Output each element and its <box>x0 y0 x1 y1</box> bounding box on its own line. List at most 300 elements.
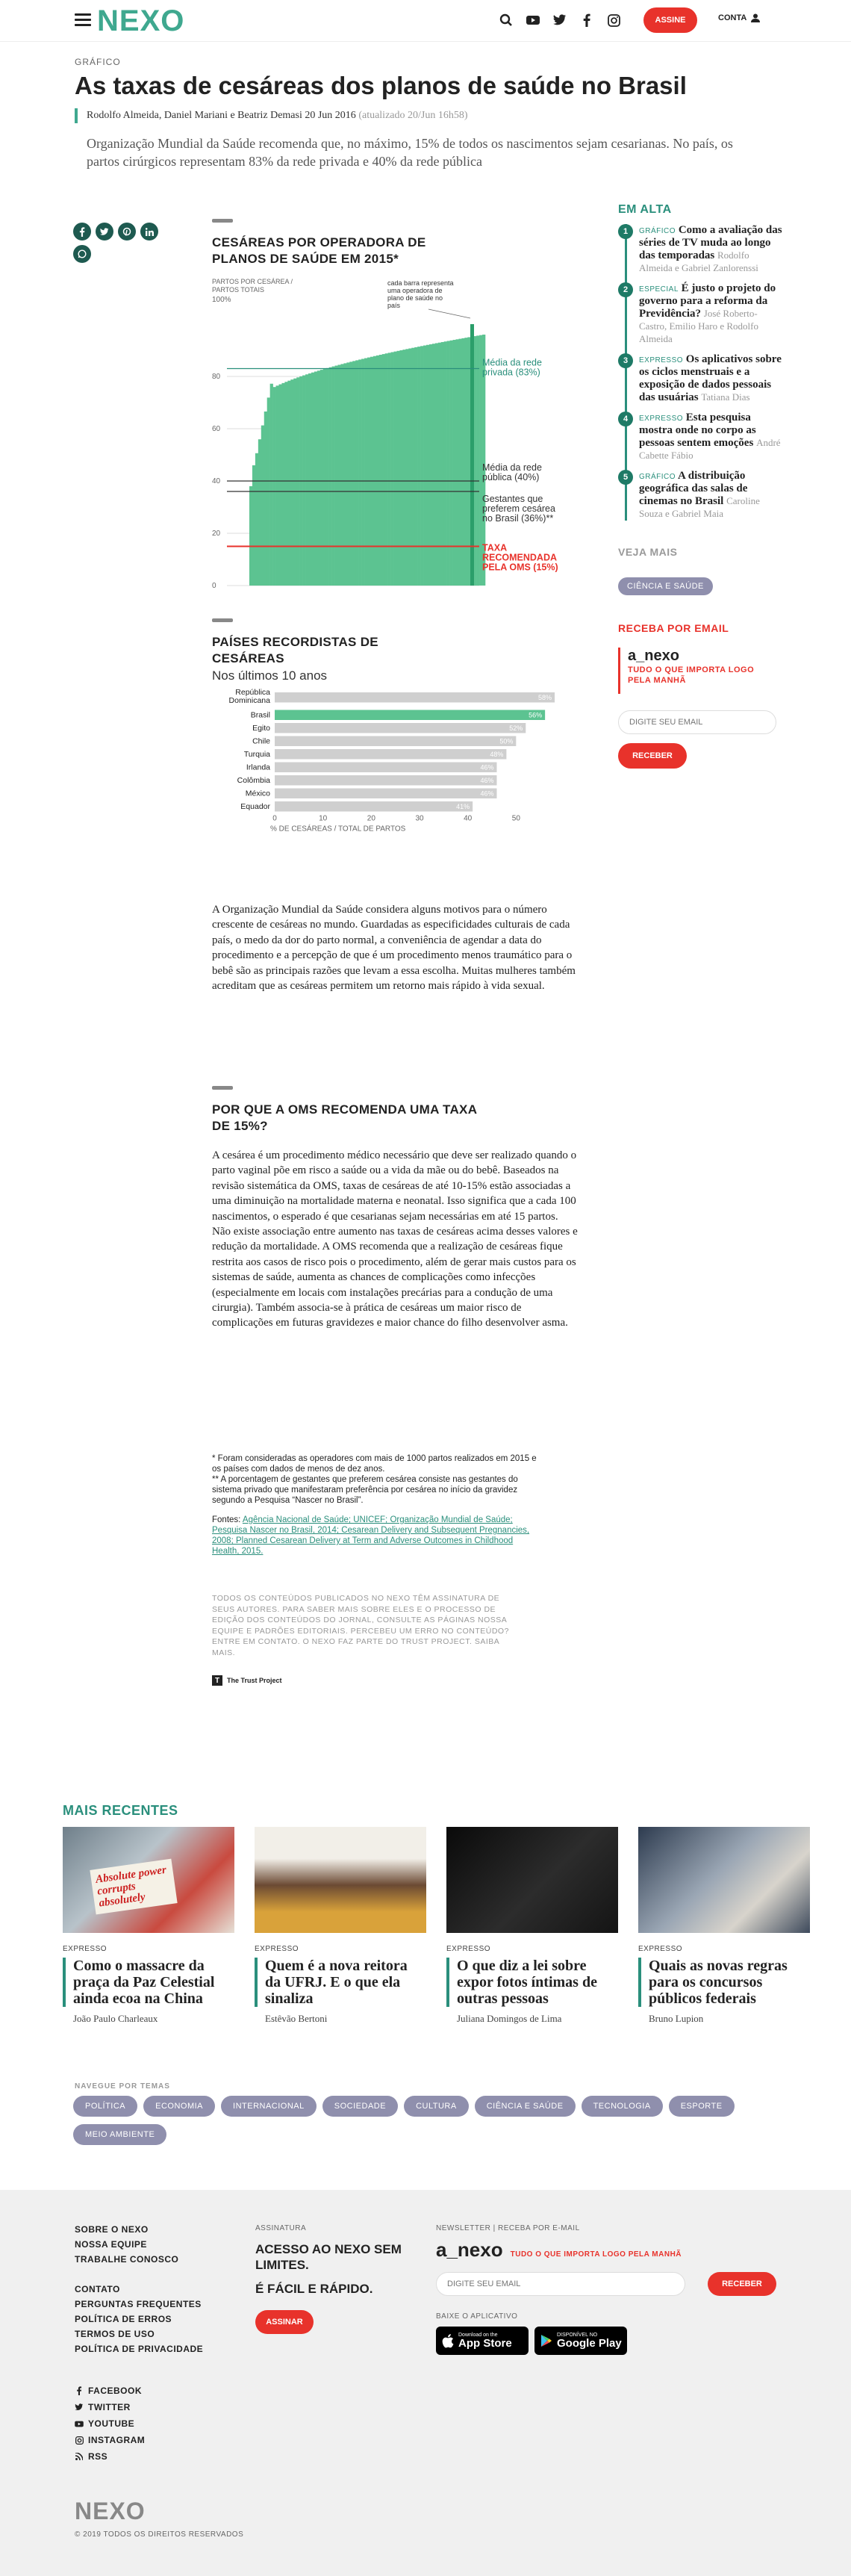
chart1-bar <box>405 349 408 586</box>
tema-pill[interactable]: MEIO AMBIENTE <box>73 2124 166 2145</box>
recentes-title[interactable]: Quem é a nova reitora da UFRJ. E o que ela sinaliza <box>255 1958 426 2007</box>
recentes-list <box>63 1827 809 2043</box>
em-alta-number: 2 <box>618 282 633 297</box>
section-decoration <box>212 1086 233 1090</box>
em-alta-list <box>618 224 782 521</box>
footer-link[interactable]: POLÍTICA DE ERROS <box>75 2314 172 2324</box>
app-label: BAIXE O APLICATIVO <box>436 2312 518 2321</box>
chart2-bar <box>275 723 526 733</box>
em-alta-author: José Roberto-Castro, Emilio Haro e Rodolfo Almeida <box>639 308 758 344</box>
sources-label: Fontes: <box>212 1515 241 1524</box>
recentes-author: João Paulo Charleaux <box>73 2013 158 2024</box>
article-kicker: GRÁFICO <box>75 57 121 67</box>
chart1-bar <box>461 338 464 586</box>
section-oms <box>212 1086 578 1331</box>
copyright: © 2019 TODOS OS DIREITOS RESERVADOS <box>75 2530 244 2539</box>
footnote-2: ** A porcentagem de gestantes que preferem cesárea consiste nas gestantes do sistema privado que manifestaram preferência por cesárea no início da gravidez segundo a Pesquisa “Nascer no Brasil”. <box>212 1475 518 1505</box>
appstore-small: Download on the <box>458 2332 498 2338</box>
article-paragraph-1: A Organização Mundial da Saúde considera alguns motivos para o número crescente de cesáreas no mundo. Guardadas as especificidades culturais de cada país, o medo da dor do parto normal, a conveniência de agendar a data do procedimento e a percepção de que é um procedimento menos traumático para o bebê são as principais razões que levam a essa escolha. Muitas mulheres também acreditam que as cesáreas permitem um retorno mais rápido à vida sexual. <box>212 904 576 993</box>
tema-pill[interactable]: TECNOLOGIA <box>582 2096 663 2117</box>
em-alta-author: Rodolfo Almeida e Gabriel Zanlorenssi <box>639 249 758 273</box>
chart1-ytick: 40 <box>212 477 221 485</box>
rss-icon <box>75 2453 84 2460</box>
chart1-bar <box>444 341 447 586</box>
em-alta-text <box>639 470 782 521</box>
chart1-bar <box>343 363 346 586</box>
chart1-ylabel-line: PARTOS TOTAIS <box>212 286 265 294</box>
anexo-block <box>618 648 782 694</box>
sidebar <box>618 203 782 769</box>
recentes-item[interactable] <box>63 1827 234 2043</box>
em-alta-tag: ESPECIAL <box>639 285 679 294</box>
newsletter-label: NEWSLETTER | RECEBA POR E-MAIL <box>436 2224 580 2232</box>
chart1-bar <box>388 353 391 586</box>
chart2-category-label: Chile <box>252 736 270 746</box>
chart1-bar <box>311 373 314 586</box>
tema-pill[interactable]: POLÍTICA <box>73 2096 137 2117</box>
chart1-refline-label <box>482 462 542 482</box>
anexo-logo: a_nexo <box>628 648 679 664</box>
chart2-xtick: 20 <box>367 814 375 823</box>
byline-authors: Rodolfo Almeida, Daniel Mariani e Beatriz Demasi 20 Jun 2016 <box>87 110 356 121</box>
chart1-bar <box>411 348 414 586</box>
chart2-category-label: Egito <box>252 724 270 733</box>
footer-link[interactable]: TRABALHE CONOSCO <box>75 2254 179 2265</box>
chart1-bar <box>338 364 341 586</box>
chart2-bar <box>275 775 496 786</box>
footer-social-link[interactable] <box>75 2451 145 2462</box>
em-alta-title: A distribuição geográfica das salas de cinemas no Brasil <box>639 470 748 507</box>
site-logo[interactable]: NEXO <box>97 4 185 37</box>
chart1-svg <box>212 272 585 593</box>
chart1-bar <box>261 426 264 586</box>
footer-link[interactable]: CONTATO <box>75 2284 120 2294</box>
recentes-photo[interactable] <box>638 1827 810 1933</box>
chart1-bar <box>373 356 376 586</box>
chart1-bar <box>252 465 255 586</box>
recentes-title: MAIS RECENTES <box>63 1803 178 1818</box>
appstore-label: App Store <box>458 2336 512 2350</box>
chart2-bar <box>275 736 516 747</box>
footer-assinatura <box>255 2224 412 2334</box>
chart1-bar <box>355 360 358 586</box>
share-whatsapp-icon[interactable] <box>73 245 91 263</box>
recentes-tag: EXPRESSO <box>446 1945 491 1953</box>
em-alta-title: EM ALTA <box>618 203 672 216</box>
chart2-category-label: México <box>245 789 270 798</box>
chart2-value-label: 48% <box>490 751 504 758</box>
chart1-refline-label-line: no Brasil (36%)** <box>482 513 554 524</box>
chart2-svg <box>212 688 585 882</box>
footer-links-1 <box>75 2224 178 2269</box>
assinar-button[interactable]: ASSINAR <box>255 2310 314 2334</box>
em-alta-author: Caroline Souza e Gabriel Maia <box>639 495 760 519</box>
chart2-category-label: Colômbia <box>237 776 270 785</box>
recentes-author: Bruno Lupion <box>649 2013 704 2024</box>
chart1-refline-label-line: Média da rede <box>482 357 542 368</box>
chart1-ytick: 0 <box>212 582 216 590</box>
chart-cesareas-operadoras <box>212 219 585 597</box>
chart1-bar <box>476 335 479 586</box>
chart1-annotation-line: cada barra representa <box>387 279 454 287</box>
assinatura-text-1: ACESSO AO NEXO SEM LIMITES. <box>255 2242 402 2272</box>
em-alta-item[interactable] <box>618 224 782 275</box>
em-alta-title: Como a avaliação das séries de TV muda ao longo das temporadas <box>639 224 782 261</box>
share-buttons <box>73 223 178 263</box>
chart1-bar <box>293 379 296 586</box>
footer-newsletter <box>436 2224 779 2355</box>
chart1-annotation-pointer <box>428 309 470 318</box>
temas-title: NAVEGUE POR TEMAS <box>75 2082 170 2091</box>
chart1-bar <box>408 349 411 586</box>
tema-pill[interactable]: INTERNACIONAL <box>221 2096 317 2117</box>
em-alta-text <box>639 353 782 404</box>
chart2-title: PAÍSES RECORDISTAS DE CESÁREAS <box>212 635 378 665</box>
chart1-bar <box>450 341 453 586</box>
em-alta-tag: GRÁFICO <box>639 227 676 235</box>
chart1-bar <box>340 364 343 586</box>
article-lede: Organização Mundial da Saúde recomenda que, no máximo, 15% de todos os nascimentos sejam cesarianas. No país, os partos cirúrgicos representam 83% da rede privada e 40% da rede pública <box>87 136 733 169</box>
assinatura-text-2: É FÁCIL E RÁPIDO. <box>255 2282 373 2296</box>
chart2-value-label: 52% <box>509 724 523 732</box>
section-decoration <box>212 618 233 622</box>
footer-social-link[interactable] <box>75 2402 145 2412</box>
chart1-ytick: 20 <box>212 530 221 538</box>
chart1-bar <box>255 453 258 586</box>
chart1-bar <box>438 343 441 586</box>
em-alta-title: Os aplicativos sobre os ciclos menstruais e a exposição de dados pessoais das usuárias <box>639 353 782 403</box>
chart1-bar <box>414 347 417 586</box>
chart1-bar <box>352 361 355 586</box>
em-alta-item[interactable] <box>618 412 782 462</box>
twitter-icon <box>75 2403 84 2411</box>
chart1-refline-label-line: Gestantes que <box>482 494 543 504</box>
byline <box>87 110 468 122</box>
chart1-bar <box>323 369 326 586</box>
recentes-tag: EXPRESSO <box>63 1945 107 1953</box>
chart1-bar <box>287 381 290 586</box>
chart1-bar <box>326 368 329 586</box>
chart2-category-label: Turquia <box>243 750 270 759</box>
chart1-bar <box>464 338 467 586</box>
chart1-bar <box>379 355 382 586</box>
chart1-bar <box>385 353 388 586</box>
chart1-bar <box>273 387 276 586</box>
em-alta-number: 3 <box>618 353 633 368</box>
footer-email-input[interactable] <box>436 2272 685 2296</box>
tema-pill[interactable]: ECONOMIA <box>143 2096 215 2117</box>
chart2-value-label: 56% <box>529 711 543 719</box>
chart1-bar <box>426 345 429 586</box>
chart2-value-label: 46% <box>480 763 494 772</box>
email-title: RECEBA POR EMAIL <box>618 622 729 634</box>
recentes-title[interactable]: Quais as novas regras para os concursos públicos federais <box>638 1958 810 2007</box>
chart1-bar <box>376 356 379 586</box>
chart1-bar <box>432 344 435 586</box>
footer-link[interactable]: SOBRE O NEXO <box>75 2224 149 2235</box>
footer-link[interactable]: PERGUNTAS FREQUENTES <box>75 2299 202 2309</box>
share-linkedin-icon[interactable] <box>140 223 158 240</box>
chart2-category-label: Irlanda <box>246 763 270 772</box>
chart2-value-label: 50% <box>499 737 514 745</box>
chart1-bar <box>332 367 335 586</box>
chart2-xtick: 30 <box>415 814 424 823</box>
apple-icon <box>442 2334 454 2348</box>
chart1-bar <box>394 352 397 586</box>
google-play-button[interactable] <box>534 2327 627 2355</box>
chart1-ytick: 60 <box>212 425 221 433</box>
footnote-1: * Foram consideradas as operadores com mais de 1000 partos realizados em 2015 e os países com dados de menos de dez anos. <box>212 1454 537 1474</box>
play-store-icon <box>540 2334 552 2347</box>
twitter-icon[interactable] <box>552 13 567 28</box>
chart2-bar <box>275 763 496 773</box>
footer-link[interactable]: TERMOS DE USO <box>75 2329 155 2339</box>
share-facebook-icon[interactable] <box>73 223 91 240</box>
chart1-bar <box>364 359 367 586</box>
chart2-xtick: 0 <box>272 814 277 823</box>
sidebar-receber-button[interactable]: RECEBER <box>618 743 687 769</box>
chart2-category-label <box>229 688 271 705</box>
chart1-refline-label <box>482 543 558 573</box>
assinatura-label: ASSINATURA <box>255 2224 307 2232</box>
em-alta-number: 5 <box>618 470 633 485</box>
chart1-bar <box>249 486 252 586</box>
footer-social-link[interactable] <box>75 2418 145 2429</box>
recentes-item[interactable] <box>446 1827 618 2043</box>
chart2-value-label: 46% <box>480 789 494 798</box>
chart1-bar <box>279 385 282 586</box>
em-alta-title: É justo o projeto do governo para a reforma da Previdência? <box>639 282 776 320</box>
chart1-bar <box>264 412 267 586</box>
chart1-bar <box>402 350 405 586</box>
em-alta-tag: EXPRESSO <box>639 356 684 364</box>
chart1-bar <box>441 342 444 586</box>
chart1-refline-label-line: privada (83%) <box>482 367 540 378</box>
chart1-bar <box>435 343 438 586</box>
chart1-refline-label <box>482 358 542 378</box>
assine-button[interactable]: ASSINE <box>643 7 697 33</box>
chart2-value-label: 41% <box>456 803 470 810</box>
chart1-bar <box>335 366 338 586</box>
chart1-bar <box>290 379 293 586</box>
recentes-item[interactable] <box>638 1827 810 2043</box>
footer-link[interactable]: NOSSA EQUIPE <box>75 2239 147 2250</box>
em-alta-title: Esta pesquisa mostra onde no corpo as pessoas sentem emoções <box>639 412 756 449</box>
conta-label: CONTA <box>718 13 747 22</box>
sidebar-email-input[interactable] <box>618 710 776 734</box>
photo-banner-text: Absolute power corrupts absolutely <box>90 1859 177 1915</box>
youtube-icon[interactable] <box>526 13 540 28</box>
chart1-annotation <box>387 279 454 309</box>
recentes-photo[interactable] <box>255 1827 426 1933</box>
em-alta-number: 4 <box>618 412 633 426</box>
chart1-bar <box>329 367 332 586</box>
site-footer <box>0 2190 851 2576</box>
article-paragraph-2: A cesárea é um procedimento médico necessário que deve ser realizado quando o parto vaginal põe em risco a saúde ou a vida da mãe ou do bebê. Baseados na revisão sistemática da OMS, taxas de cesáreas de até 10-15% estão associadas a uma diminuição na mortalidade materna e neonatal. Isso significa que a cada 100 nascimentos, o esperado é que cesarianas sejam necessárias em até 15 partos. Não existe associação entre aumento nas taxas de cesáreas acima desses valores e redução da mortalidade. A OMS recomenda que a realização de cesáreas fique restrita aos casos de risco pois o procedimento, além de gerar mais custos para os sistemas de saúde, aumenta as chances de complicações como infecções (especialmente em locais com instalações precárias para a condução de uma cirurgia). Também associa-se à prática de cesáreas um maior risco de complicações em futuras gravidezes e maior chance do filho desenvolver asma. <box>212 1149 578 1329</box>
em-alta-item[interactable] <box>618 282 782 346</box>
chart1-refline-label-line: pública (40%) <box>482 472 540 482</box>
chart1-annotation-line: plano de saúde no <box>387 294 443 302</box>
chart1-bar <box>358 359 361 586</box>
em-alta-item[interactable] <box>618 470 782 521</box>
tema-pill[interactable]: CIÊNCIA E SAÚDE <box>475 2096 576 2117</box>
chart1-bar <box>270 384 273 586</box>
chart1-bar <box>420 346 423 586</box>
chart1-ylabel <box>212 278 293 294</box>
footer-social-link[interactable] <box>75 2386 145 2396</box>
chart1-bar <box>453 340 456 586</box>
em-alta-number: 1 <box>618 224 633 239</box>
chart2-xtick: 50 <box>511 814 520 823</box>
gplay-label: Google Play <box>557 2336 622 2350</box>
chart2-category-line: República <box>235 688 270 697</box>
footer-social-label: RSS <box>88 2451 108 2462</box>
chart2-subtitle: Nos últimos 10 anos <box>212 668 328 683</box>
byline-bar <box>75 108 78 123</box>
recentes-author: Estêvão Bertoni <box>265 2013 328 2024</box>
instagram-icon <box>75 2436 84 2445</box>
chart1-bar <box>258 439 261 586</box>
chart2-bar <box>275 789 496 799</box>
recentes-photo[interactable] <box>446 1827 618 1933</box>
footer-logo[interactable]: NEXO <box>75 2498 146 2524</box>
chart2-xtick: 10 <box>319 814 328 823</box>
sources-links[interactable]: Agência Nacional de Saúde; UNICEF; Organização Mundial de Saúde; Pesquisa Nascer no Brasil, 2014; Cesarean Delivery and Subsequent Pregnancies, 2008; Planned Cesarean Delivery at Term and Adverse Outcomes in Childhood Health, 2015. <box>212 1515 530 1556</box>
tema-pill[interactable]: SOCIEDADE <box>322 2096 398 2117</box>
chart1-annotation-line: uma operadora de <box>387 287 443 294</box>
chart1-ytick: 80 <box>212 373 221 381</box>
chart1-bar <box>397 351 400 586</box>
chart2-bar <box>275 749 506 760</box>
em-alta-item[interactable] <box>618 353 782 404</box>
chart1-bar <box>458 339 461 586</box>
chart1-bar <box>361 359 364 586</box>
menu-icon[interactable] <box>75 13 91 27</box>
chart2-xlabel: % DE CESÁREAS / TOTAL DE PARTOS <box>270 825 406 834</box>
veja-mais-pill[interactable]: CIÊNCIA E SAÚDE <box>618 577 713 595</box>
recentes-tag: EXPRESSO <box>255 1945 299 1953</box>
trust-project-badge[interactable] <box>212 1675 282 1686</box>
chart1-bar <box>305 374 308 586</box>
em-alta-text <box>639 282 782 346</box>
em-alta-text <box>639 224 782 275</box>
footnotes <box>212 1453 540 1557</box>
chart1-bar <box>370 357 373 586</box>
search-icon[interactable] <box>499 13 514 28</box>
chart1-bar <box>429 344 432 586</box>
chart1-bar <box>399 350 402 586</box>
chart1-bar <box>382 354 385 586</box>
chart1-refline-label <box>482 494 555 524</box>
temas-list <box>73 2096 805 2145</box>
chart1-bar <box>314 371 317 586</box>
chart1-bar <box>302 376 305 586</box>
chart2-category-line: Dominicana <box>228 696 270 705</box>
footer-links-2 <box>75 2284 203 2359</box>
user-icon <box>751 13 760 22</box>
tema-pill[interactable]: CULTURA <box>404 2096 469 2117</box>
footer-social-label: YOUTUBE <box>88 2418 135 2429</box>
section-decoration <box>212 219 233 223</box>
chart1-bar <box>320 370 323 586</box>
footer-social-link[interactable] <box>75 2435 145 2445</box>
section2-title: POR QUE A OMS RECOMENDA UMA TAXA DE 15%? <box>212 1102 477 1133</box>
chart1-refline-label-line: PELA OMS (15%) <box>482 562 558 573</box>
share-twitter-icon[interactable] <box>96 223 113 240</box>
gplay-small: DISPONÍVEL NO <box>557 2332 598 2338</box>
youtube-icon <box>75 2421 84 2427</box>
chart1-ylabel-line: PARTOS POR CESÁREA / <box>212 278 293 285</box>
facebook-icon <box>75 2386 84 2395</box>
recentes-title[interactable]: O que diz a lei sobre expor fotos íntimas de outras pessoas <box>446 1958 618 2007</box>
chart2-category-label: Equador <box>240 802 270 811</box>
chart2-bar <box>275 801 473 812</box>
chart1-bar <box>417 347 420 586</box>
chart1-bar <box>447 341 450 586</box>
veja-mais-title: VEJA MAIS <box>618 546 678 558</box>
chart1-title: CESÁREAS POR OPERADORA DE PLANOS DE SAÚDE EM 2015* <box>212 235 426 266</box>
chart1-bar <box>296 377 299 586</box>
chart2-value-label: 46% <box>480 777 494 784</box>
footer-social <box>75 2386 145 2468</box>
tema-pill[interactable]: ESPORTE <box>669 2096 735 2117</box>
app-store-button[interactable] <box>436 2327 529 2355</box>
byline-updated: (atualizado 20/Jun 16h58) <box>358 110 468 121</box>
footer-social-label: TWITTER <box>88 2402 131 2412</box>
footer-receber-button[interactable]: RECEBER <box>708 2272 776 2296</box>
chart2-value-label: 58% <box>538 694 552 701</box>
chart1-bar <box>423 346 426 586</box>
anexo-desc: TUDO O QUE IMPORTA LOGO PELA MANHÃ <box>628 665 755 685</box>
facebook-icon[interactable] <box>579 13 594 28</box>
share-pinterest-icon[interactable] <box>118 223 136 240</box>
chart2-bar <box>275 692 555 703</box>
footer-link[interactable]: POLÍTICA DE PRIVACIDADE <box>75 2344 204 2354</box>
trust-icon: T <box>212 1675 222 1686</box>
chart1-refline-label-line: Média da rede <box>482 462 542 473</box>
em-alta-text <box>639 412 782 462</box>
footer-social-label: FACEBOOK <box>88 2386 143 2396</box>
trust-label: The Trust Project <box>227 1677 282 1684</box>
em-alta-tag: GRÁFICO <box>639 473 676 481</box>
chart1-bar <box>284 382 287 586</box>
site-header <box>0 0 851 42</box>
chart2-xtick: 40 <box>464 814 473 823</box>
chart1-bar <box>456 339 459 586</box>
em-alta-tag: EXPRESSO <box>639 415 684 423</box>
chart1-ytick: 100% <box>212 296 231 304</box>
chart1-bar <box>281 383 284 586</box>
chart1-bar <box>276 385 279 586</box>
chart1-bar <box>308 373 311 586</box>
chart1-bar <box>317 370 320 586</box>
conta-link[interactable] <box>718 13 760 22</box>
chart1-bar <box>391 352 394 586</box>
chart2-bar <box>275 710 545 721</box>
recentes-item[interactable] <box>255 1827 426 2043</box>
recentes-author: Juliana Domingos de Lima <box>457 2013 562 2024</box>
em-alta-author: André Cabette Fábio <box>639 437 781 461</box>
recentes-tag: EXPRESSO <box>638 1945 683 1953</box>
page-title: As taxas de cesáreas dos planos de saúde no Brasil <box>75 72 687 99</box>
footer-anexo-desc: TUDO O QUE IMPORTA LOGO PELA MANHÃ <box>510 2250 682 2259</box>
recentes-title[interactable]: Como o massacre da praça da Paz Celestial ainda ecoa na China <box>63 1958 234 2007</box>
chart1-refline-label-line: preferem cesárea <box>482 503 555 514</box>
chart1-refline-label-line: TAXA <box>482 542 508 553</box>
footer-anexo-logo: a_nexo <box>436 2238 503 2261</box>
recentes-photo[interactable] <box>63 1827 234 1933</box>
instagram-icon[interactable] <box>606 13 621 28</box>
